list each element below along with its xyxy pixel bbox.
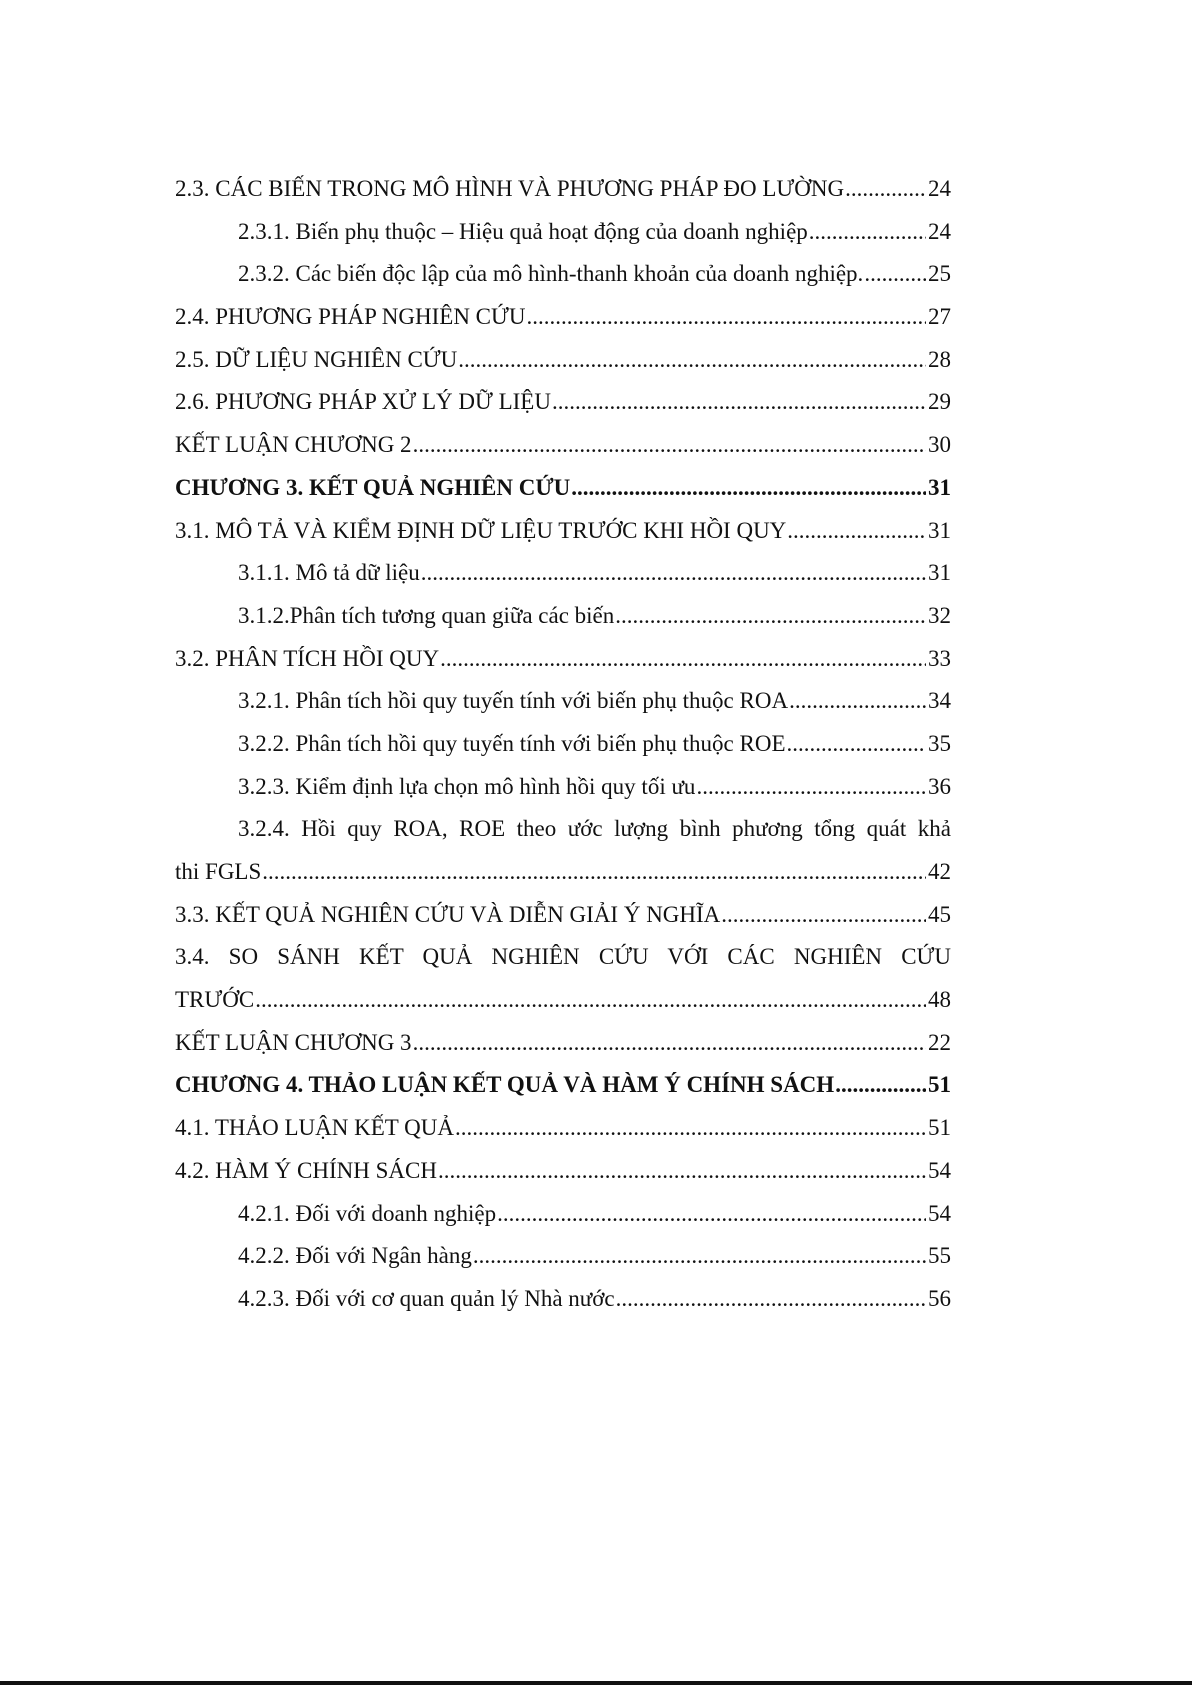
- toc-entry-3-2-1[interactable]: [175, 680, 951, 723]
- toc-entry-3-4-line-2[interactable]: [175, 979, 951, 1022]
- toc-entry-title: thi FGLS: [175, 859, 262, 884]
- dot-leader: [458, 339, 926, 382]
- toc-page-number: 45: [928, 901, 951, 927]
- toc-page-number: 29: [928, 389, 951, 415]
- dot-leader: [864, 253, 926, 296]
- toc-entry-title: 3.2.1. Phân tích hồi quy tuyến tính với biến phụ thuộc ROA: [238, 688, 789, 714]
- toc-entry-2-5[interactable]: [175, 339, 951, 382]
- toc-entry-3-1-1[interactable]: [175, 552, 951, 595]
- toc-page-number: 24: [928, 218, 951, 244]
- dot-leader: [438, 1150, 926, 1193]
- dot-leader: [262, 851, 926, 894]
- toc-page-number: 36: [928, 773, 951, 799]
- toc-entry-title: CHƯƠNG 3. KẾT QUẢ NGHIÊN CỨU: [175, 474, 571, 500]
- toc-entry-title: 2.3.1. Biến phụ thuộc – Hiệu quả hoạt động của doanh nghiệp: [238, 218, 808, 244]
- toc-entry-4-1[interactable]: [175, 1107, 951, 1150]
- dot-leader: [809, 211, 926, 254]
- toc-page-number: 42: [928, 859, 951, 884]
- toc-page-number: 35: [928, 730, 951, 756]
- toc-entry-title: 2.5. DỮ LIỆU NGHIÊN CỨU: [175, 346, 458, 372]
- dot-leader: [696, 766, 926, 809]
- toc-page-number: 54: [928, 1200, 951, 1226]
- toc-entry-2-3[interactable]: [175, 168, 951, 211]
- toc-page-number: 27: [928, 304, 951, 330]
- toc-entry-title-line-1: 3.4. SO SÁNH KẾT QUẢ NGHIÊN CỨU VỚI CÁC NGHIÊN CỨU: [175, 944, 951, 970]
- toc-page-number: 24: [928, 176, 951, 201]
- toc-page-number: 34: [928, 688, 951, 714]
- toc-entry-3-2-3[interactable]: [175, 766, 951, 809]
- toc-entry-2-6[interactable]: [175, 381, 951, 424]
- toc-page-number: 48: [928, 987, 951, 1013]
- dot-leader: [835, 1064, 926, 1107]
- toc-entry-3-2-2[interactable]: [175, 723, 951, 766]
- dot-leader: [413, 424, 926, 467]
- dot-leader: [473, 1235, 926, 1278]
- toc-entry-ket-luan-chuong-2[interactable]: [175, 424, 951, 467]
- toc-page-number: 32: [928, 602, 951, 628]
- table-of-contents: [175, 168, 951, 1321]
- dot-leader: [721, 894, 926, 937]
- toc-entry-title: 3.1.2.Phân tích tương quan giữa các biến: [238, 602, 615, 628]
- toc-entry-title: 3.2. PHÂN TÍCH HỒI QUY: [175, 645, 440, 671]
- toc-entry-title: CHƯƠNG 4. THẢO LUẬN KẾT QUẢ VÀ HÀM Ý CHÍNH SÁCH: [175, 1072, 835, 1098]
- toc-entry-title: 3.2.3. Kiểm định lựa chọn mô hình hồi quy tối ưu: [238, 773, 696, 799]
- dot-leader: [413, 1022, 926, 1065]
- toc-entry-title: 2.6. PHƯƠNG PHÁP XỬ LÝ DỮ LIỆU: [175, 389, 551, 415]
- toc-entry-3-2-4-line-1[interactable]: [175, 808, 951, 851]
- toc-page-number: 31: [928, 517, 951, 543]
- page-bottom-edge: [0, 1681, 1192, 1685]
- toc-entry-title-line-1: 3.2.4. Hồi quy ROA, ROE theo ước lượng bình phương tổng quát khả: [238, 816, 951, 842]
- toc-entry-title: 2.3. CÁC BIẾN TRONG MÔ HÌNH VÀ PHƯƠNG PHÁP ĐO LƯỜNG: [175, 176, 845, 201]
- toc-page-number: 22: [928, 1029, 951, 1055]
- toc-page-number: 33: [928, 645, 951, 671]
- toc-entry-3-4-line-1[interactable]: [175, 936, 951, 979]
- dot-leader: [845, 168, 926, 211]
- dot-leader: [552, 381, 926, 424]
- toc-entry-ket-luan-chuong-3[interactable]: [175, 1022, 951, 1065]
- toc-entry-4-2-2[interactable]: [175, 1235, 951, 1278]
- toc-page-number: 55: [928, 1243, 951, 1269]
- toc-entry-4-2-1[interactable]: [175, 1193, 951, 1236]
- toc-page-number: 54: [928, 1157, 951, 1183]
- dot-leader: [789, 680, 926, 723]
- toc-entry-title: 2.4. PHƯƠNG PHÁP NGHIÊN CỨU: [175, 304, 526, 330]
- toc-page-number: 31: [928, 560, 951, 586]
- toc-page-number: 51: [928, 1115, 951, 1141]
- toc-entry-2-4[interactable]: [175, 296, 951, 339]
- dot-leader: [526, 296, 926, 339]
- toc-entry-title: KẾT LUẬN CHƯƠNG 3: [175, 1029, 412, 1055]
- toc-entry-title: 3.1. MÔ TẢ VÀ KIỂM ĐỊNH DỮ LIỆU TRƯỚC KHI HỒI QUY: [175, 517, 787, 543]
- toc-entry-title: 4.2.1. Đối với doanh nghiệp: [238, 1200, 497, 1226]
- toc-entry-4-2-3[interactable]: [175, 1278, 951, 1321]
- toc-entry-title: 3.3. KẾT QUẢ NGHIÊN CỨU VÀ DIỄN GIẢI Ý NGHĨA: [175, 901, 721, 927]
- dot-leader: [255, 979, 926, 1022]
- dot-leader: [455, 1107, 926, 1150]
- toc-page-number: 31: [928, 474, 951, 500]
- dot-leader: [440, 638, 926, 681]
- dot-leader: [787, 510, 926, 553]
- toc-entry-title: 3.2.2. Phân tích hồi quy tuyến tính với biến phụ thuộc ROE: [238, 730, 786, 756]
- toc-entry-title: 4.2.2. Đối với Ngân hàng: [238, 1243, 472, 1269]
- toc-entry-2-3-2[interactable]: [175, 253, 951, 296]
- toc-entry-chuong-4[interactable]: [175, 1064, 951, 1107]
- toc-page-number: 51: [928, 1072, 951, 1098]
- toc-entry-title: 4.1. THẢO LUẬN KẾT QUẢ: [175, 1115, 454, 1141]
- toc-entry-3-2[interactable]: [175, 638, 951, 681]
- toc-entry-title: 4.2. HÀM Ý CHÍNH SÁCH: [175, 1157, 437, 1183]
- dot-leader: [571, 467, 926, 510]
- toc-entry-3-1-2[interactable]: [175, 595, 951, 638]
- toc-entry-3-2-4-line-2[interactable]: [175, 851, 951, 894]
- dot-leader: [787, 723, 926, 766]
- toc-entry-title: 4.2.3. Đối với cơ quan quản lý Nhà nước: [238, 1285, 615, 1311]
- toc-page-number: 30: [928, 432, 951, 458]
- toc-page-number: 56: [928, 1285, 951, 1311]
- toc-page-number: 25: [928, 261, 951, 287]
- toc-entry-title: TRƯỚC: [175, 987, 255, 1013]
- toc-entry-title: 3.1.1. Mô tả dữ liệu: [238, 560, 420, 586]
- toc-entry-title: KẾT LUẬN CHƯƠNG 2: [175, 432, 412, 458]
- dot-leader: [421, 552, 926, 595]
- dot-leader: [616, 1278, 926, 1321]
- toc-page-number: 28: [928, 346, 951, 372]
- dot-leader: [497, 1193, 926, 1236]
- toc-entry-title: 2.3.2. Các biến độc lập của mô hình-thanh khoản của doanh nghiệp.: [238, 261, 864, 287]
- toc-entry-2-3-1[interactable]: [175, 211, 951, 254]
- dot-leader: [615, 595, 926, 638]
- toc-entry-3-1[interactable]: [175, 510, 951, 553]
- toc-entry-chuong-3[interactable]: [175, 467, 951, 510]
- toc-entry-4-2[interactable]: [175, 1150, 951, 1193]
- toc-entry-3-3[interactable]: [175, 894, 951, 937]
